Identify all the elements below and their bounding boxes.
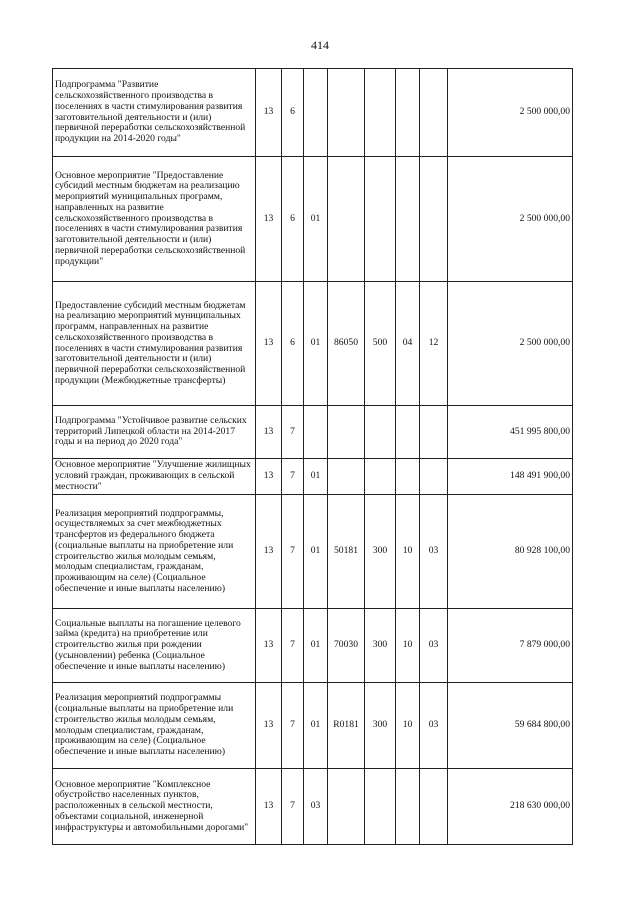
code-cell <box>328 157 365 282</box>
code-cell: 7 <box>282 459 304 495</box>
row-name: Подпрограмма "Развитие сельскохозяйственного производства в поселениях в части стимулирования развития заготовительной деятельности и (или) первичной переработки сельскохозяйственной продукции на 2014-2020 годы" <box>53 69 256 157</box>
code-cell: 13 <box>256 495 282 609</box>
code-cell: 10 <box>396 683 420 769</box>
code-cell: 10 <box>396 495 420 609</box>
amount-cell: 59 684 800,00 <box>448 683 573 769</box>
code-cell: 300 <box>365 683 396 769</box>
code-cell <box>328 406 365 459</box>
code-cell <box>365 69 396 157</box>
code-cell: 03 <box>420 683 448 769</box>
code-cell <box>396 157 420 282</box>
amount-cell: 2 500 000,00 <box>448 69 573 157</box>
code-cell <box>420 157 448 282</box>
code-cell: 7 <box>282 609 304 683</box>
code-cell: 03 <box>304 769 328 845</box>
amount-cell: 2 500 000,00 <box>448 282 573 406</box>
amount-cell: 2 500 000,00 <box>448 157 573 282</box>
table-row <box>53 609 573 683</box>
code-cell: 01 <box>304 157 328 282</box>
code-cell <box>420 406 448 459</box>
code-cell: 01 <box>304 609 328 683</box>
code-cell: 70030 <box>328 609 365 683</box>
row-name: Основное мероприятие "Улучшение жилищных условий граждан, проживающих в сельской местности" <box>53 459 256 495</box>
code-cell <box>304 69 328 157</box>
code-cell: 01 <box>304 683 328 769</box>
code-cell: 6 <box>282 157 304 282</box>
code-cell: 13 <box>256 609 282 683</box>
code-cell: 500 <box>365 282 396 406</box>
amount-cell: 80 928 100,00 <box>448 495 573 609</box>
code-cell: 86050 <box>328 282 365 406</box>
amount-cell: 218 630 000,00 <box>448 769 573 845</box>
code-cell: 03 <box>420 495 448 609</box>
code-cell: 6 <box>282 69 304 157</box>
code-cell: 13 <box>256 282 282 406</box>
code-cell <box>304 406 328 459</box>
table-row <box>53 406 573 459</box>
code-cell <box>396 769 420 845</box>
page-number: 414 <box>311 38 329 52</box>
code-cell: R0181 <box>328 683 365 769</box>
code-cell: 01 <box>304 495 328 609</box>
code-cell: 04 <box>396 282 420 406</box>
code-cell: 12 <box>420 282 448 406</box>
table-row <box>53 459 573 495</box>
code-cell <box>328 69 365 157</box>
code-cell: 50181 <box>328 495 365 609</box>
budget-table <box>52 68 573 845</box>
code-cell: 7 <box>282 769 304 845</box>
code-cell: 300 <box>365 495 396 609</box>
code-cell <box>396 459 420 495</box>
code-cell <box>420 69 448 157</box>
table-row <box>53 69 573 157</box>
table-row <box>53 282 573 406</box>
code-cell <box>420 459 448 495</box>
code-cell: 7 <box>282 495 304 609</box>
code-cell <box>365 157 396 282</box>
code-cell: 300 <box>365 609 396 683</box>
code-cell: 13 <box>256 69 282 157</box>
amount-cell: 451 995 800,00 <box>448 406 573 459</box>
code-cell: 13 <box>256 157 282 282</box>
code-cell <box>328 459 365 495</box>
code-cell <box>365 769 396 845</box>
row-name: Социальные выплаты на погашение целевого займа (кредита) на приобретение или строительство жилья при рождении (усыновлении) ребенка (Социальное обеспечение и иные выплаты населению) <box>53 609 256 683</box>
code-cell: 6 <box>282 282 304 406</box>
code-cell: 13 <box>256 406 282 459</box>
amount-cell: 7 879 000,00 <box>448 609 573 683</box>
table-row <box>53 495 573 609</box>
code-cell: 10 <box>396 609 420 683</box>
code-cell <box>365 459 396 495</box>
amount-cell: 148 491 900,00 <box>448 459 573 495</box>
code-cell: 13 <box>256 769 282 845</box>
code-cell: 7 <box>282 683 304 769</box>
code-cell <box>328 769 365 845</box>
row-name: Основное мероприятие "Предоставление субсидий местным бюджетам на реализацию мероприятий муниципальных программ, направленных на развитие сельскохозяйственного производства в поселениях в части стимулирования развития заготовительной деятельности и (или) первичной переработки сельскохозяйственной продукции" <box>53 157 256 282</box>
code-cell <box>420 769 448 845</box>
code-cell: 01 <box>304 282 328 406</box>
row-name: Предоставление субсидий местным бюджетам на реализацию мероприятий муниципальных программ, направленных на развитие сельскохозяйственного производства в поселениях в части стимулирования развития заготовительной деятельности и (или) первичной переработки сельскохозяйственной продукции (Межбюджетные трансферты) <box>53 282 256 406</box>
row-name: Основное мероприятие "Комплексное обустройство населенных пунктов, расположенных в сельской местности, объектами социальной, инженерной инфраструктуры и автомобильными дорогами" <box>53 769 256 845</box>
row-name: Реализация мероприятий подпрограммы, осуществляемых за счет межбюджетных трансфертов из федерального бюджета (социальные выплаты на приобретение или строительство жилья молодым семьям, молодым специалистам, гражданам, проживающим на селе) (Социальное обеспечение и иные выплаты населению) <box>53 495 256 609</box>
table-row <box>53 683 573 769</box>
code-cell <box>396 406 420 459</box>
code-cell <box>396 69 420 157</box>
row-name: Подпрограмма "Устойчивое развитие сельских территорий Липецкой области на 2014-2017 годы и на период до 2020 года" <box>53 406 256 459</box>
code-cell <box>365 406 396 459</box>
table-row <box>53 157 573 282</box>
code-cell: 13 <box>256 683 282 769</box>
code-cell: 01 <box>304 459 328 495</box>
code-cell: 03 <box>420 609 448 683</box>
code-cell: 13 <box>256 459 282 495</box>
table-row <box>53 769 573 845</box>
row-name: Реализация мероприятий подпрограммы (социальные выплаты на приобретение или строительство жилья молодым семьям, молодым специалистам, гражданам, проживающим на селе) (Социальное обеспечение и иные выплаты населению) <box>53 683 256 769</box>
code-cell: 7 <box>282 406 304 459</box>
